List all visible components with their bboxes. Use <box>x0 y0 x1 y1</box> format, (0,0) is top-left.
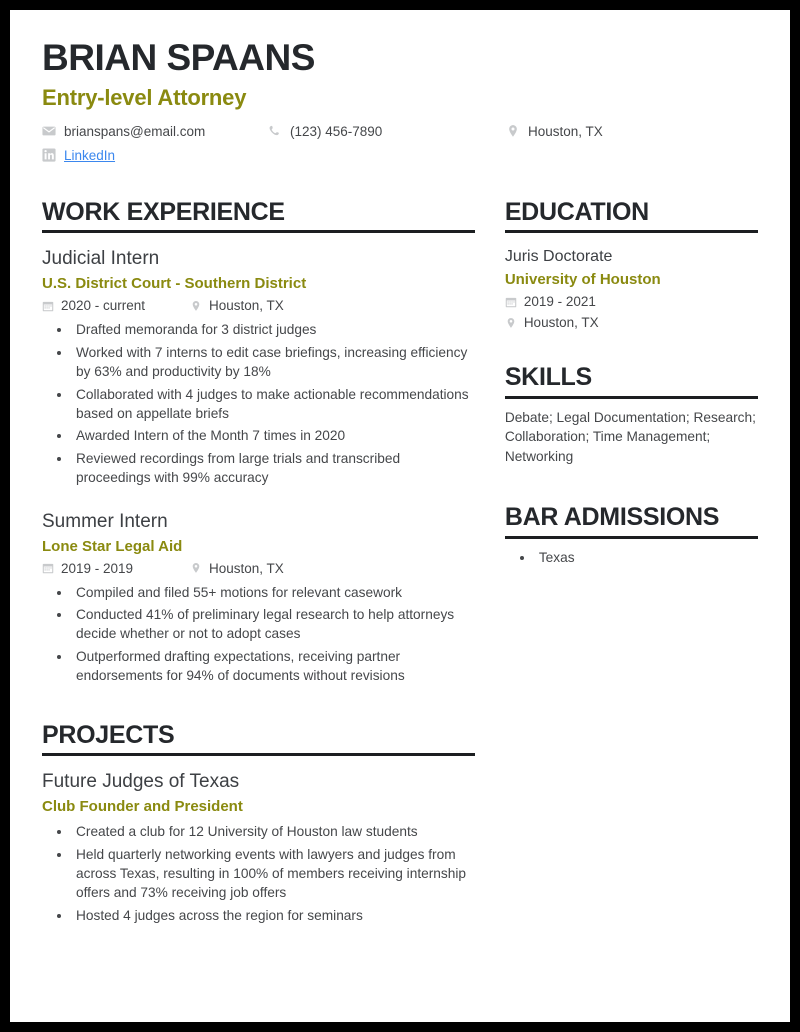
work-role: Judicial Intern <box>42 248 160 270</box>
section-title-education: EDUCATION <box>504 197 649 226</box>
section-rule <box>505 396 758 399</box>
candidate-role: Entry-level Attorney <box>42 84 247 110</box>
resume-body <box>42 199 758 928</box>
work-dates-text: 2020 - current <box>61 298 146 314</box>
resume-page <box>10 10 790 1022</box>
project-role: Club Founder and President <box>42 798 243 816</box>
section-education <box>505 199 758 331</box>
work-location-text: Houston, TX <box>209 298 284 314</box>
work-meta <box>42 561 475 576</box>
bullet-item: • Texas <box>535 548 758 567</box>
work-role: Summer Intern <box>42 510 168 532</box>
project-name: Future Judges of Texas <box>42 771 240 793</box>
section-title-projects: PROJECTS <box>42 720 175 749</box>
work-location <box>190 561 284 576</box>
work-entry <box>42 247 475 487</box>
education-location-text: Houston, TX <box>523 315 599 331</box>
contact-row-primary <box>42 124 758 139</box>
section-work-experience <box>42 199 475 686</box>
contact-email-text: brianspans@email.com <box>64 123 206 139</box>
work-org: Lone Star Legal Aid <box>42 537 183 555</box>
contact-phone[interactable] <box>268 124 506 139</box>
linkedin-link[interactable]: LinkedIn <box>64 147 116 163</box>
bullet-item: • Hosted 4 judges across the region for seminars <box>72 906 475 925</box>
right-column <box>505 199 758 928</box>
work-location <box>190 298 284 313</box>
project-bullets <box>42 822 475 925</box>
location-pin-icon <box>505 317 517 329</box>
candidate-name: BRIAN SPAANS <box>42 37 315 78</box>
bullet-item: • Created a club for 12 University of Houston law students <box>72 822 475 841</box>
section-bar-admissions <box>505 504 758 567</box>
skills-list: Debate; Legal Documentation; Research; Collaboration; Time Management; Networking <box>504 409 756 464</box>
bullet-item: • Reviewed recordings from large trials and transcribed proceedings with 99% accuracy <box>72 449 475 488</box>
contact-location-text: Houston, TX <box>528 123 603 139</box>
section-rule <box>505 230 758 233</box>
work-meta <box>42 298 475 313</box>
project-entry <box>42 770 475 925</box>
envelope-icon <box>42 124 56 138</box>
phone-icon <box>268 124 282 138</box>
linkedin-icon <box>42 148 56 162</box>
bullet-item: • Worked with 7 interns to edit case briefings, increasing efficiency by 63% and productivity by 18% <box>72 343 475 382</box>
section-projects <box>42 722 475 926</box>
contact-email[interactable] <box>42 124 268 139</box>
section-rule <box>42 753 475 756</box>
section-title-skills: SKILLS <box>504 363 592 392</box>
section-title-bar: BAR ADMISSIONS <box>504 503 720 532</box>
location-pin-icon <box>190 562 202 574</box>
education-location <box>505 315 758 330</box>
education-dates <box>505 294 758 309</box>
bullet-item: • Held quarterly networking events with lawyers and judges from across Texas, resulting in 100% of members receiving internship offers and 73% receiving job offers <box>72 845 475 903</box>
education-school: University of Houston <box>504 271 661 289</box>
work-org: U.S. District Court - Southern District <box>42 275 307 293</box>
work-dates <box>42 298 190 313</box>
bullet-item: • Outperformed drafting expectations, receiving partner endorsements for 94% of documents without revisions <box>72 647 475 686</box>
education-degree: Juris Doctorate <box>504 248 613 266</box>
section-rule <box>505 536 758 539</box>
bullet-item: • Awarded Intern of the Month 7 times in 2020 <box>72 426 475 445</box>
calendar-icon <box>505 296 517 308</box>
location-pin-icon <box>506 124 520 138</box>
left-column <box>42 199 475 928</box>
education-dates-text: 2019 - 2021 <box>523 294 596 310</box>
section-skills <box>505 364 758 466</box>
calendar-icon <box>42 300 54 312</box>
work-bullets <box>42 583 475 686</box>
contact-location <box>506 124 603 139</box>
work-bullets <box>42 320 475 488</box>
section-title-work: WORK EXPERIENCE <box>42 197 285 226</box>
education-entry <box>505 247 758 330</box>
contact-phone-text: (123) 456-7890 <box>290 123 383 139</box>
section-rule <box>42 230 475 233</box>
location-pin-icon <box>190 300 202 312</box>
calendar-icon <box>42 562 54 574</box>
contact-linkedin[interactable] <box>42 148 115 163</box>
bar-admissions-list <box>505 548 758 567</box>
contact-row-secondary <box>42 148 758 163</box>
work-entry <box>42 510 475 686</box>
bullet-item: • Drafted memoranda for 3 district judges <box>72 320 475 339</box>
work-dates <box>42 561 190 576</box>
education-meta <box>505 294 758 330</box>
bullet-item: • Conducted 41% of preliminary legal research to help attorneys decide whether or not to adopt cases <box>72 605 475 644</box>
work-dates-text: 2019 - 2019 <box>61 560 134 576</box>
resume-header <box>42 38 758 163</box>
bullet-item: • Compiled and filed 55+ motions for relevant casework <box>72 583 475 602</box>
work-location-text: Houston, TX <box>209 560 284 576</box>
bullet-item: • Collaborated with 4 judges to make actionable recommendations based on appellate briefs <box>72 385 475 424</box>
